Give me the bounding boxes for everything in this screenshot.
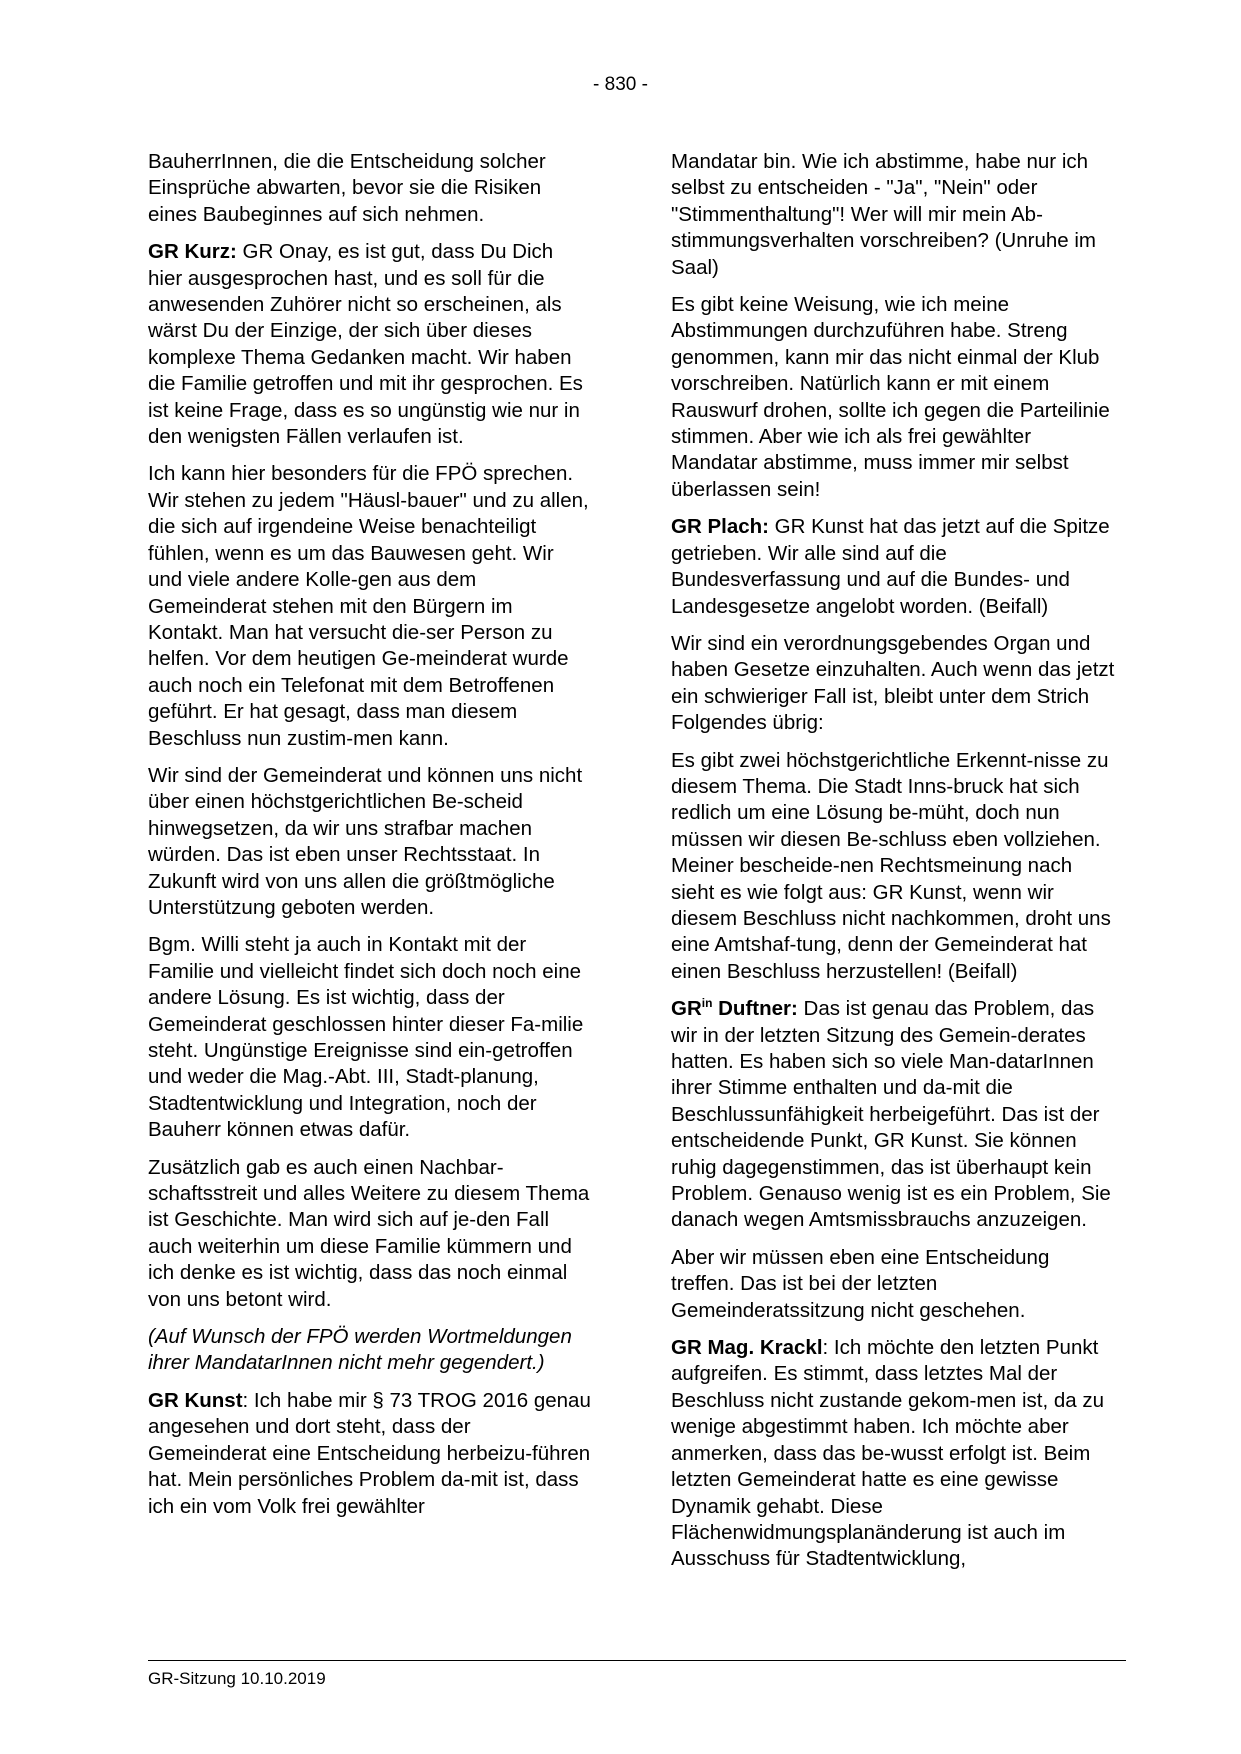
paragraph: Bgm. Willi steht ja auch in Kontakt mit der Familie und vielleicht findet sich doch noch eine andere Lösung. Es ist wichtig, dass der Gemeinderat geschlossen hinter dieser Fa-milie steht. Ungünstige Ereignisse sind ein-getroffen und weder die Mag.-Abt. III, Stadt-planung, Stadtentwicklung und Integration, noch der Bauherr können etwas dafür. xyxy=(148,933,584,1142)
speaker-surname: Duftner: xyxy=(712,997,798,1021)
left-column xyxy=(148,149,593,1531)
speaker-name: GR Mag. Krackl xyxy=(671,1336,823,1360)
paragraph: Zusätzlich gab es auch einen Nachbar-schaftsstreit und alles Weitere zu diesem Thema ist Geschichte. Man wird sich auf je-den Fall auch weiterhin um diese Familie kümmern und ich denke es ist wichtig, dass das noch einmal von uns betont wird. xyxy=(148,1155,590,1311)
speech-paragraph xyxy=(148,239,593,450)
paragraph: Wir sind ein verordnungsgebendes Organ und haben Gesetze einzuhalten. Auch wenn das jetzt ein schwieriger Fall ist, bleibt unter dem Strich Folgendes übrig: xyxy=(671,631,1115,735)
speaker-name: GR Kurz: xyxy=(148,240,237,264)
speech-paragraph xyxy=(671,996,1116,1234)
footer-session-date: GR-Sitzung 10.10.2019 xyxy=(148,1669,326,1688)
speech-paragraph xyxy=(671,514,1116,620)
page-number: - 830 - xyxy=(593,74,648,95)
speaker-title: GR xyxy=(671,997,702,1021)
paragraph: Es gibt keine Weisung, wie ich meine Abstimmungen durchzuführen habe. Streng genommen, kann mir das nicht einmal der Klub vorschreiben. Natürlich kann er mit einem Rauswurf drohen, sollte ich gegen die Parteilinie stimmen. Aber wie ich als frei gewählter Mandatar abstimme, muss immer mir selbst überlassen sein! xyxy=(671,293,1110,501)
speech-text: GR Onay, es ist gut, dass Du Dich hier ausgesprochen hast, und es soll für die anwesenden Zuhörer nicht so erscheinen, als wärst Du der Einzige, der sich über dieses komplexe Thema Gedanken macht. Wir haben die Familie getroffen und mit ihr gesprochen. Es ist keine Frage, dass es so ungünstig wie nur in den wenigsten Fällen verlaufen ist. xyxy=(148,240,583,449)
speech-text: : Ich möchte den letzten Punkt aufgreifen. Es stimmt, dass letztes Mal der Beschluss nicht zustande gekom-men ist, da zu wenige abgestimmt haben. Ich möchte aber anmerken, dass das be-wusst erfolgt ist. Beim letzten Gemeinderat hatte es eine gewisse Dynamik gehabt. Diese Flächenwidmungsplanänderung ist auch im Ausschuss für Stadtentwicklung, xyxy=(671,1336,1104,1571)
speech-paragraph xyxy=(148,1388,593,1520)
paragraph: Wir sind der Gemeinderat und können uns nicht über einen höchstgerichtlichen Be-scheid hinwegsetzen, da wir uns strafbar machen würden. Das ist eben unser Rechtsstaat. In Zukunft wird von uns allen die größtmögliche Unterstützung geboten werden. xyxy=(148,763,583,919)
speech-text: GR Kunst hat das jetzt auf die Spitze getrieben. Wir alle sind auf die Bundesverfassung und auf die Bundes- und Landesgesetze angelobt worden. (Beifall) xyxy=(671,515,1110,618)
paragraph: Mandatar bin. Wie ich abstimme, habe nur ich selbst zu entscheiden - "Ja", "Nein" oder "Stimmenthaltung"! Wer will mir mein Ab-stimmungsverhalten vorschreiben? (Unruhe im Saal) xyxy=(671,150,1096,279)
right-column xyxy=(671,149,1116,1584)
paragraph: Es gibt zwei höchstgerichtliche Erkennt-nisse zu diesem Thema. Die Stadt Inns-bruck hat sich redlich um eine Lösung be-müht, doch nun müssen wir diesen Be-schluss eben vollziehen. Meiner bescheide-nen Rechtsmeinung nach sieht es wie folgt aus: GR Kunst, wenn wir diesem Beschluss nicht nachkommen, droht uns eine Amtshaf-tung, denn der Gemeinderat hat einen Beschluss herzustellen! (Beifall) xyxy=(671,748,1111,983)
speech-text: : Ich habe mir § 73 TROG 2016 genau angesehen und dort steht, dass der Gemeinderat eine Entscheidung herbeizu-führen hat. Mein persönliches Problem da-mit ist, dass ich ein vom Volk frei gewählter xyxy=(148,1388,591,1518)
paragraph: BauherrInnen, die die Entscheidung solcher Einsprüche abwarten, bevor sie die Risiken eines Baubeginnes auf sich nehmen. xyxy=(148,150,546,226)
paragraph: Aber wir müssen eben eine Entscheidung treffen. Das ist bei der letzten Gemeinderatssitzung nicht geschehen. xyxy=(671,1245,1050,1322)
speech-paragraph xyxy=(671,1335,1116,1573)
editorial-note: (Auf Wunsch der FPÖ werden Wortmeldungen ihrer MandatarInnen nicht mehr gegendert.) xyxy=(148,1325,572,1375)
footer-divider xyxy=(148,1660,1126,1661)
speech-text: Das ist genau das Problem, das wir in der letzten Sitzung des Gemein-derates hatten. Es haben sich so viele Man-datarInnen ihrer Stimme enthalten und da-mit die Beschlussunfähigkeit herbeigeführt. Das ist der entscheidende Punkt, GR Kunst. Sie können ruhig dagegenstimmen, das ist überhaupt kein Problem. Genauso wenig ist es ein Problem, Sie danach wegen Amtsmissbrauchs anzuzeigen. xyxy=(671,997,1111,1232)
speaker-title-superscript: in xyxy=(701,996,713,1011)
speaker-name: GR Plach: xyxy=(671,515,769,539)
speaker-name: GR Kunst xyxy=(148,1388,243,1412)
paragraph: Ich kann hier besonders für die FPÖ sprechen. Wir stehen zu jedem "Häusl-bauer" und zu allen, die sich auf irgendeine Weise benachteiligt fühlen, wenn es um das Bauwesen geht. Wir und viele andere Kolle-gen aus dem Gemeinderat stehen mit den Bürgern im Kontakt. Man hat versucht die-ser Person zu helfen. Vor dem heutigen Ge-meinderat wurde auch noch ein Telefonat mit dem Betroffenen geführt. Er hat gesagt, dass man diesem Beschluss nun zustim-men kann. xyxy=(148,462,589,750)
speaker-name xyxy=(671,997,798,1020)
